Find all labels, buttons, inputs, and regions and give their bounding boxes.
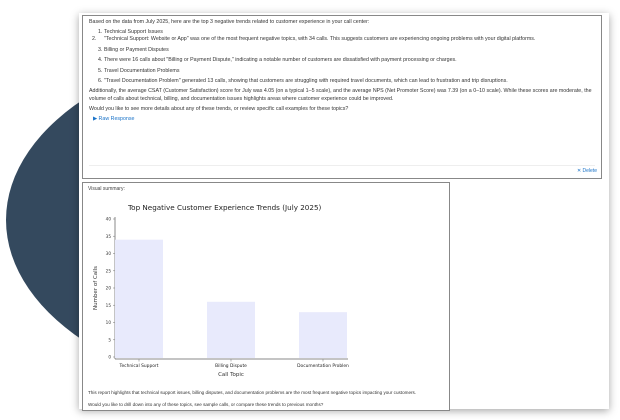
svg-text:15: 15 [105,302,111,308]
bar-chart [83,183,451,388]
raw-response-toggle[interactable]: ▶ Raw Response [93,115,135,122]
visual-footer-question: Would you like to drill down into any of these topics, see sample calls, or compare these trends to previous months? [88,402,324,407]
list-item: 6. "Travel Documentation Problem" generated 13 calls, showing that customers are struggling with required travel documents, which can lead to frustration and trip disruptions. [98,77,508,84]
svg-text:5: 5 [108,337,111,343]
list-item: 3. Billing or Payment Disputes [98,46,169,53]
svg-text:35: 35 [105,233,111,239]
response-question: Would you like to see more details about any of these trends, or review specific call examples for these topics? [89,105,349,112]
y-axis-label: Number of Calls [93,265,99,311]
svg-text:10: 10 [105,320,111,326]
bar [299,312,347,358]
response-intro: Based on the data from July 2025, here are the top 3 negative trends related to customer experience in your call center: [89,19,370,25]
svg-text:0: 0 [108,354,111,360]
list-item: 1. Technical Support Issues [98,29,163,36]
list-item: 2. "Technical Support: Website or App" was one of the most frequent negative topics, with 34 calls. This suggests customers are experiencing ongoing problems with your digital platforms. [92,36,536,43]
svg-text:30: 30 [105,251,111,257]
list-item: 5. Travel Documentation Problems [98,67,180,74]
bars [115,240,347,358]
visual-summary-label: Visual summary: [88,186,125,192]
svg-text:Technical Support: Technical Support [119,364,159,369]
delete-button[interactable]: ✕ Delete [576,167,597,174]
list-item: 4. There were 16 calls about "Billing or Payment Dispute," indicating a notable number of customers are dissatisfied with payment processing or charges. [98,57,457,64]
trend-list [89,29,595,85]
assistant-response-card [82,15,602,179]
chart-title: Top Negative Customer Experience Trends (July 2025) [128,203,322,212]
visual-footer-summary: This report highlights that technical support issues, billing disputes, and documentation problems are the most frequent negative topics impacting your customers. [88,390,417,395]
chat-window [79,13,609,409]
visual-summary-card [82,182,450,411]
divider [89,165,595,166]
x-axis-label: Call Topic [218,372,244,378]
svg-text:20: 20 [105,285,111,291]
y-ticks [106,217,115,360]
bar [207,302,255,358]
svg-text:Documentation Problen: Documentation Problen [297,364,349,369]
x-ticks [119,359,350,369]
bar [115,240,163,358]
svg-text:25: 25 [105,268,111,274]
svg-text:Billing Dispute: Billing Dispute [215,364,247,369]
response-additional: Additionally, the average CSAT (Customer Satisfaction) score for July was 4.05 (on a typical 1–5 scale), and the average NPS (Net Promoter Score) was 7.39 (on a 0–10 scale). While these scores are moderate, the volume of calls about technical, billing, and documentation issues highlights areas where customer experience could be improved. [89,88,592,102]
svg-text:40: 40 [105,216,111,222]
